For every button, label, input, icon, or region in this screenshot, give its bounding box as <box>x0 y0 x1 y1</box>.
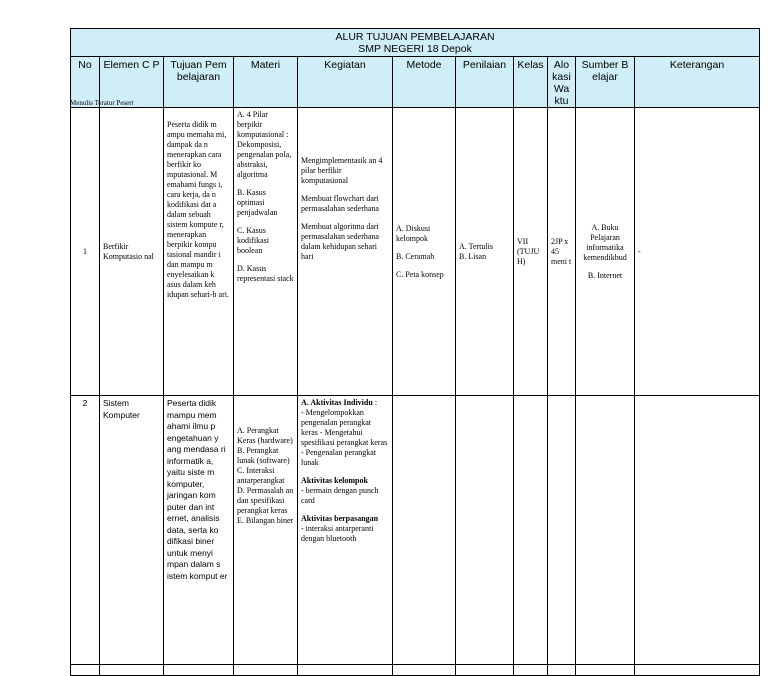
sumber-cell <box>576 396 635 665</box>
title-line-1: ALUR TUJUAN PEMBELAJARAN <box>335 30 495 43</box>
learning-path-table-sheet <box>70 28 759 676</box>
metode-cell <box>393 396 456 665</box>
row-number: 1 <box>71 108 100 396</box>
kegiatan-cell <box>298 108 393 396</box>
tujuan-cell: Peserta didik m ampu memaha mi, dampak da n menerapkan cara berfikir ko mputasional. M emahami fungs i, cara kerja, da n kodifikasi dat a dalam sebuah sistem kompute r, menerapkan berpikir kompu tasional mandir i dan mampu m enyelesaikan k asus dalam keh idupan sehari-h ari. <box>164 108 234 396</box>
row-number: 2 <box>71 396 100 665</box>
title-line-2: SMP NEGERI 18 Depok <box>358 42 472 55</box>
kelas-cell <box>514 396 548 665</box>
penilaian-cell <box>456 396 514 665</box>
kegiatan-item: Mengimplementasik an 4 pilar berfikir komputasional <box>301 156 383 185</box>
title-row <box>71 29 760 57</box>
header-keterangan: Keterangan <box>635 57 760 108</box>
empty-table-row <box>71 665 760 676</box>
materi-item: Dekomposisi, pengenalan pola, abstraksi, algoritma <box>237 140 292 179</box>
kegiatan-item: - interaksi antarperanti dengan bluetooth <box>301 524 374 543</box>
keterangan-cell: - <box>635 108 760 396</box>
kelas-cell: VII (TUJU H) <box>514 108 548 396</box>
header-materi: Materi <box>234 57 298 108</box>
header-no: No <box>71 57 100 108</box>
kegiatan-cell <box>298 396 393 665</box>
header-kegiatan: Kegiatan <box>298 57 393 108</box>
kegiatan-item: Membuat flowchart dari permasalahan sederhana <box>301 194 379 213</box>
header-alokasi: Alo kasi Wa ktu <box>548 57 576 108</box>
metode-item: A. Diskusi kelompok <box>396 223 431 243</box>
tujuan-cell: Peserta didik mampu mem ahami ilmu p engetahuan y ang mendasa ri informatik a, yaitu siste m komputer, jaringan kom puter dan int ernet, analisis data, serta ko difikasi biner untuk menyi mpan dalam s istem komput er <box>164 396 234 665</box>
header-kelas: Kelas <box>514 57 548 108</box>
table-row <box>71 108 760 396</box>
sumber-cell <box>576 108 635 396</box>
header-penilaian: Penilaian <box>456 57 514 108</box>
metode-item: B. Ceramah <box>396 251 435 261</box>
elemen-cell: Berfikir Komputasio nal <box>100 108 164 396</box>
kegiatan-heading: A. Aktivitas Individu <box>301 398 373 407</box>
table-row <box>71 396 760 665</box>
materi-cell <box>234 108 298 396</box>
materi-item: A. 4 Pilar berpikir komputasional : <box>237 110 289 139</box>
header-sumber: Sumber B elajar <box>576 57 635 108</box>
kegiatan-item: - Mengelompokkan pengenalan perangkat keras - Mengetahui spesifikasi perangkat keras - Pengenalan perangkat lunak <box>301 408 388 467</box>
penilaian-item: A. Tertulis <box>459 241 493 251</box>
header-metode: Metode <box>393 57 456 108</box>
materi-cell: A. Perangkat Keras (hardware) B. Perangkat lunak (software) C. Interaksi antarperangkat D. Permasalah an dan spesifikasi perangkat keras E. Bilangan biner <box>234 396 298 665</box>
metode-item: C. Peta konsep <box>396 269 444 279</box>
elemen-cell: Sistem Komputer <box>100 396 164 665</box>
kegiatan-colon: : <box>372 398 378 407</box>
sumber-item: A. Buku Pelajaran informatika kemendikbud <box>583 222 627 262</box>
kegiatan-heading: Aktivitas berpasangan <box>301 514 379 523</box>
header-tujuan: Tujuan Pem belajaran <box>164 57 234 108</box>
alokasi-cell: 2JP x 45 meni t <box>548 108 576 396</box>
materi-item: C. Kasus kodifikasi boolean <box>237 226 269 255</box>
document-title <box>71 29 760 57</box>
header-elemen: Elemen C P <box>100 57 164 108</box>
penilaian-cell <box>456 108 514 396</box>
learning-path-table <box>70 28 760 676</box>
metode-cell <box>393 108 456 396</box>
alokasi-cell <box>548 396 576 665</box>
keterangan-cell <box>635 396 760 665</box>
kegiatan-heading: Aktivitas kelompok <box>301 476 368 485</box>
kegiatan-item: - bermain dengan punch card <box>301 486 379 505</box>
materi-item: D. Kasus representasi stack <box>237 264 294 283</box>
materi-item: B. Kasus optimasi penjadwalan <box>237 188 278 217</box>
overflow-text-fragment: Menulis Teratur Pesert <box>70 99 134 107</box>
penilaian-item: B. Lisan <box>459 251 487 261</box>
kegiatan-item: Membuat algoritma dari permasalahan sederhana dalam kehidupan sehari hari <box>301 222 379 261</box>
sumber-item: B. Internet <box>587 270 623 280</box>
